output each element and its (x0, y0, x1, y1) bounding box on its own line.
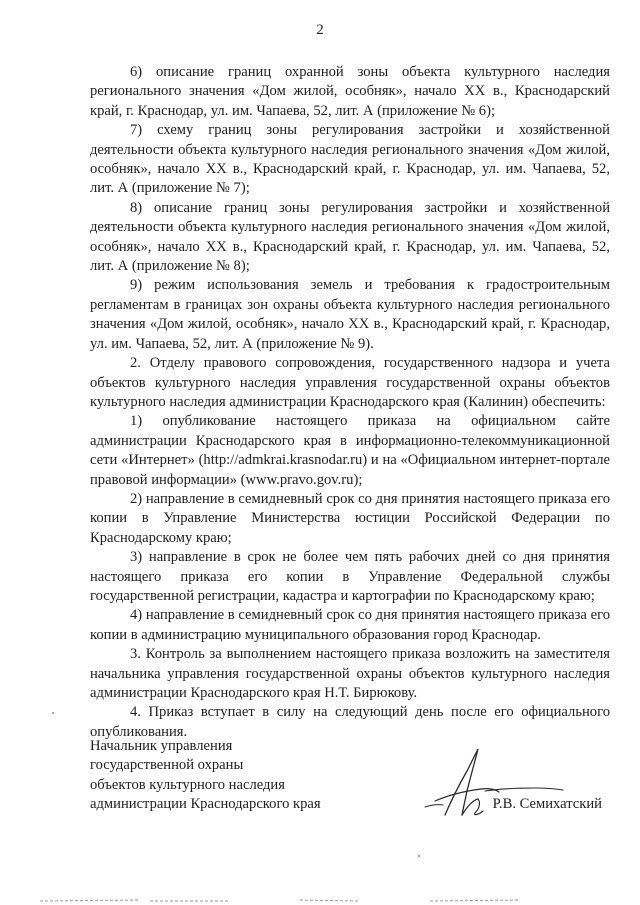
scan-speck (418, 855, 420, 857)
signer-title-line: Начальник управления (90, 738, 233, 754)
item-8-regulation-zone-description: 8) описание границ зоны регулирования застройки и хозяйственной деятельности объекта культурного наследия регионального значения «Дом жилой, особняк», начало XX в., Краснодарский край, г. Краснодар, ул. им. Чапаева, 52, лит. А (приложение № 8); (90, 199, 610, 275)
signer-title-line: администрации Краснодарского края (90, 796, 321, 813)
item-9-land-use-regime: 9) режим использования земель и требования к градостроительным регламентам в границах зон охраны объекта культурного наследия регионального значения «Дом жилой, особняк», начало XX в., Краснодарский край, г. Краснодар, ул. им. Чапаева, 52, лит. А (приложение № 9). (90, 277, 610, 352)
clause-2-department-duties: 2. Отделу правового сопровождения, государственного надзора и учета объектов культурного наследия управления государственной охраны объектов культурного наследия администрации Краснодарского края (Калинин) обеспечить: (90, 355, 610, 410)
clause-2-subitem-1-publication: 1) опубликование настоящего приказа на официальном сайте администрации Краснодарского края в информационно-телекоммуникационной сети «Интернет» (http://admkrai.krasnodar.ru) и на «Официальном интернет-портале правовой информации» (www.pravo.gov.ru); (90, 413, 610, 488)
signer-name: Р.В. Семихатский (492, 796, 602, 812)
clause-4-entry-into-force: 4. Приказ вступает в силу на следующий день после его официального опубликования. (90, 704, 610, 740)
page-number: 2 (316, 22, 324, 38)
document-body (90, 63, 610, 742)
signer-title-line: объектов культурного наследия (90, 776, 285, 793)
signer-title-line: государственной охраны (90, 757, 244, 774)
item-6-protection-zone-description: 6) описание границ охранной зоны объекта культурного наследия регионального значения «Дом жилой, особняк», начало XX в., Краснодарский край, г. Краснодар, ул. им. Чапаева, 52, лит. А (приложение № 6); (90, 64, 610, 119)
clause-2-subitem-4-city-administration: 4) направление в семидневный срок со дня принятия настоящего приказа его копии в администрацию муниципального образования город Краснодар. (90, 607, 610, 643)
scan-edge-artifact (0, 895, 640, 905)
clause-2-subitem-3-federal-registration-service: 3) направление в срок не более чем пять рабочих дней со дня принятия настоящего приказа его копии в Управление Федеральной службы государственной регистрации, кадастра и картографии по Краснодарскому краю; (90, 549, 610, 604)
clause-3-control: 3. Контроль за выполнением настоящего приказа возложить на заместителя начальника управления государственной охраны объектов культурного наследия администрации Краснодарского края Н.Т. Бирюкову. (90, 646, 610, 701)
scan-speck (52, 712, 54, 714)
item-7-regulation-zone-scheme: 7) схему границ зоны регулирования застройки и хозяйственной деятельности объекта культурного наследия регионального значения «Дом жилой, особняк», начало XX в., Краснодарский край, г. Краснодар, ул. им. Чапаева, 52, лит. А (приложение № 7); (90, 122, 610, 197)
signature-block (90, 737, 610, 827)
clause-2-subitem-2-ministry-of-justice: 2) направление в семидневный срок со дня принятия настоящего приказа его копии в Управление Министерства юстиции Российской Федерации по Краснодарскому краю; (90, 490, 610, 546)
